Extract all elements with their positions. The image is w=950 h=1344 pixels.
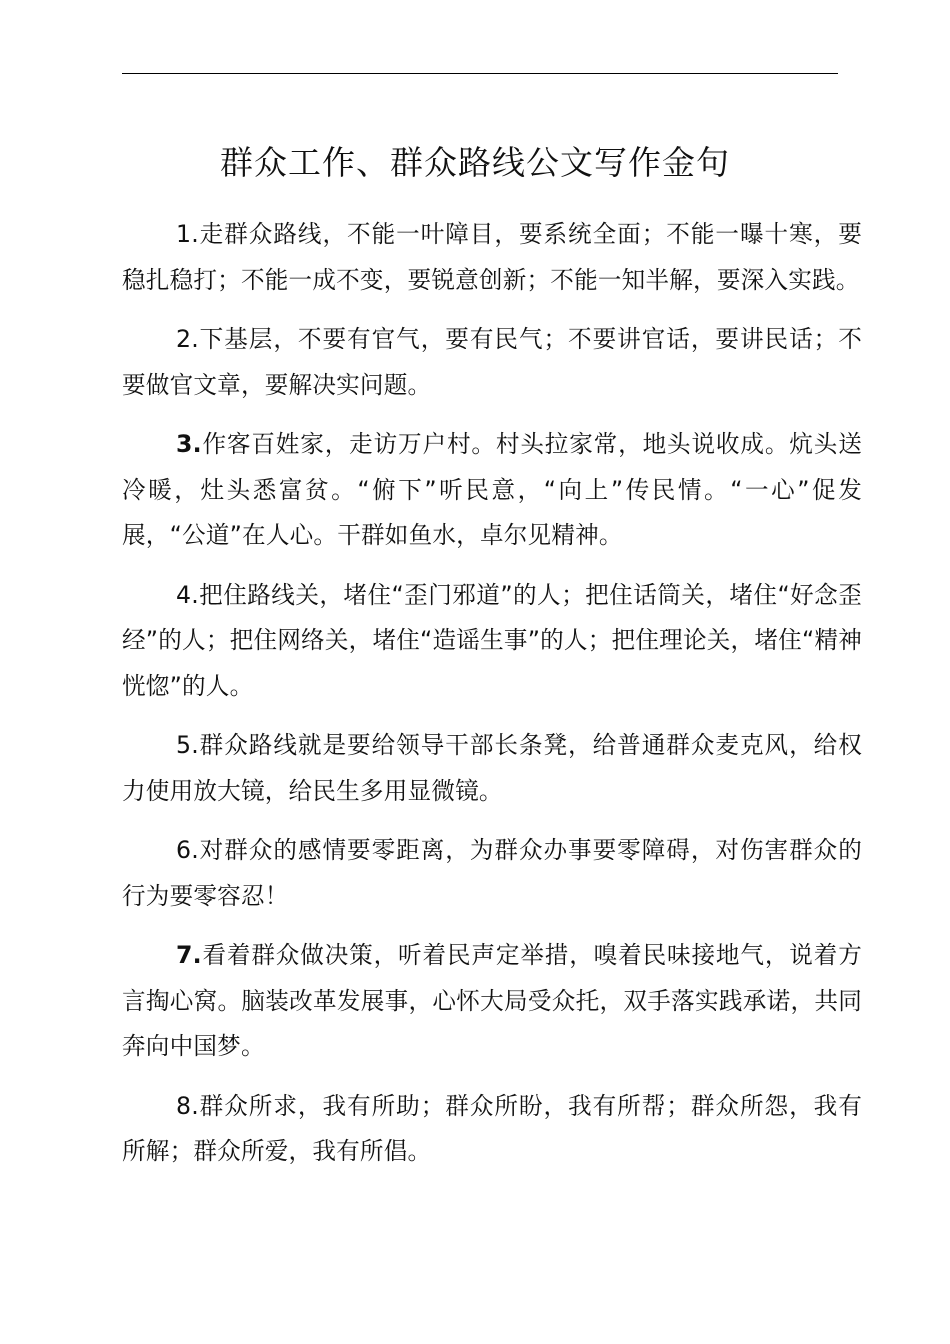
paragraph-text: 群众路线就是要给领导干部长条凳，给普通群众麦克风，给权力使用放大镜，给民生多用显微镜。	[122, 731, 862, 805]
paragraph-text: 把住路线关，堵住“歪门邪道”的人；把住话筒关，堵住“好念歪经”的人；把住网络关，堵住“造谣生事”的人；把住理论关，堵住“精神恍惚”的人。	[122, 580, 862, 700]
paragraph-number: 4.	[176, 580, 199, 609]
paragraph-8	[122, 1084, 862, 1175]
paragraph-number: 6.	[176, 836, 199, 864]
paragraph-number: 1.	[176, 220, 199, 248]
paragraph-6	[122, 828, 862, 919]
paragraph-text: 走群众路线，不能一叶障目，要系统全面；不能一曝十寒，要稳扎稳打；不能一成不变，要锐意创新；不能一知半解，要深入实践。	[122, 220, 862, 294]
paragraph-5	[122, 723, 862, 814]
document-title: 群众工作、群众路线公文写作金句	[220, 143, 730, 182]
paragraph-number: 5.	[176, 731, 199, 759]
paragraph-number: 2.	[176, 325, 199, 353]
paragraph-text: 作客百姓家，走访万户村。村头拉家常，地头说收成。炕头送冷暖，灶头悉富贫。“俯下”听民意，“向上”传民情。“一心”促发展，“公道”在人心。干群如鱼水，卓尔见精神。	[122, 430, 862, 549]
paragraph-text: 下基层，不要有官气，要有民气；不要讲官话，要讲民话；不要做官文章，要解决实问题。	[122, 325, 862, 399]
paragraph-1	[122, 212, 862, 303]
paragraph-number: 3.	[176, 430, 202, 458]
paragraph-text: 看着群众做决策，听着民声定举措，嗅着民味接地气，说着方言掏心窝。脑装改革发展事，心怀大局受众托，双手落实践承诺，共同奔向中国梦。	[122, 941, 862, 1060]
paragraph-number: 7.	[176, 941, 202, 969]
document-body	[122, 212, 862, 1189]
paragraph-text: 群众所求，我有所助；群众所盼，我有所帮；群众所怨，我有所解；群众所爱，我有所倡。	[122, 1091, 862, 1165]
paragraph-4	[122, 573, 862, 710]
paragraph-text: 对群众的感情要零距离，为群众办事要零障碍，对伤害群众的行为要零容忍！	[122, 836, 862, 910]
paragraph-7	[122, 933, 862, 1070]
header-rule	[122, 73, 838, 74]
paragraph-number: 8.	[176, 1091, 199, 1120]
paragraph-3	[122, 422, 862, 559]
paragraph-2	[122, 317, 862, 408]
